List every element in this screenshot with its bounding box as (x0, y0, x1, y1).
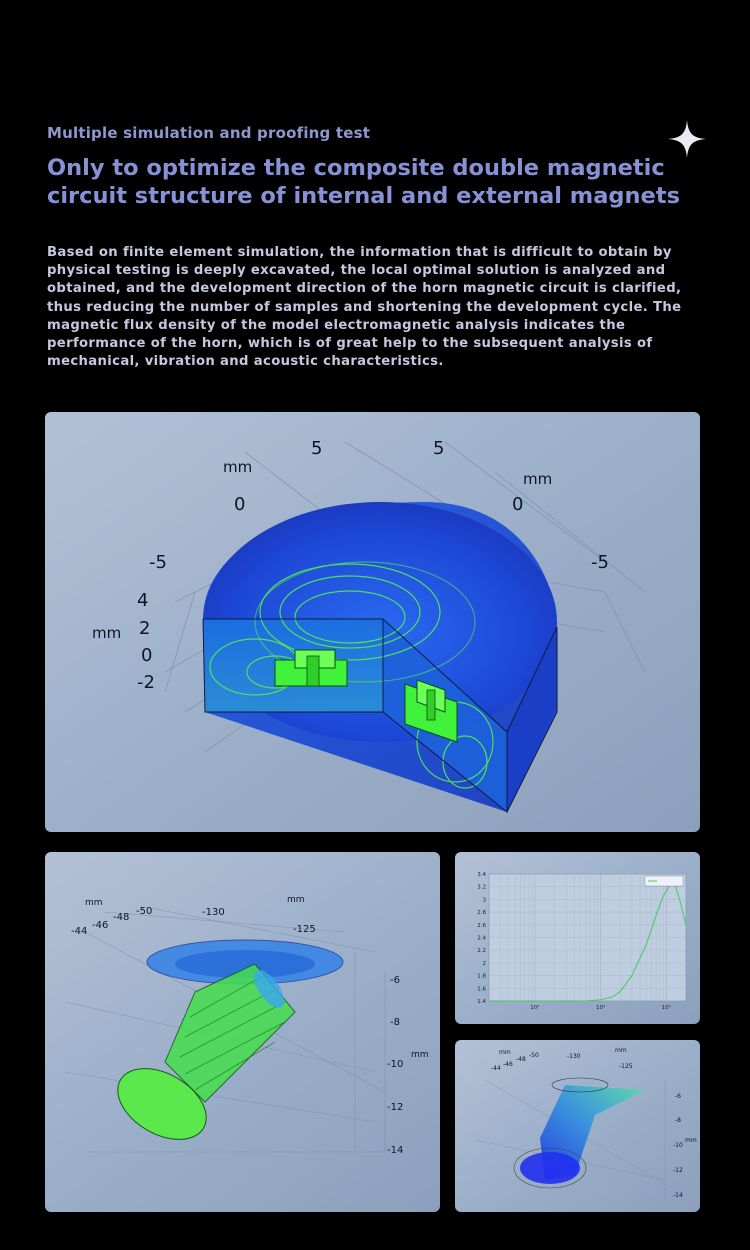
tick-label: -44 (71, 926, 88, 937)
axis-unit-left: mm (223, 458, 253, 476)
tick-label: -5 (591, 552, 609, 573)
axis-unit: mm (499, 1049, 511, 1056)
tick-label: -5 (149, 552, 167, 573)
axis-unit: mm (411, 1050, 429, 1060)
voice-coil-3d-render (45, 852, 440, 1212)
y-tick-label: 2.8 (477, 910, 486, 917)
tick-label: -10 (387, 1059, 404, 1070)
x-tick-label: 10³ (595, 1005, 606, 1011)
tick-label: -12 (673, 1167, 683, 1174)
tick-label: -6 (675, 1093, 681, 1100)
tick-label: -48 (516, 1056, 526, 1063)
y-tick-label: 1.4 (477, 999, 486, 1005)
y-tick-label: 2.4 (477, 935, 486, 942)
tick-label: -14 (673, 1192, 683, 1199)
tick-label: -10 (673, 1142, 683, 1149)
tick-label: 5 (433, 438, 445, 459)
frequency-response-chart (455, 852, 700, 1024)
tick-label: 2 (139, 618, 151, 639)
sparkle-icon (668, 120, 706, 158)
coil-field-simulation-panel (455, 1040, 700, 1212)
tick-label: 0 (141, 645, 153, 666)
y-tick-label: 3 (482, 897, 486, 904)
y-tick-label: 2.6 (477, 922, 486, 929)
y-tick-label: 2 (482, 960, 486, 967)
tick-label: -130 (567, 1053, 581, 1060)
intro-paragraph: Based on finite element simulation, the information that is difficult to obtain by physical testing is deeply excavated, the local optimal solution is analyzed and obtained, and the development direction of the horn magnetic circuit is clarified, thus reducing the number of samples and shortening the development cycle. The magnetic flux density of the model electromagnetic analysis indicates the performance of the horn, which is of great help to the subsequent analysis of mechanical, vibration and acoustic characteristics. (47, 245, 682, 370)
tick-label: -44 (491, 1065, 501, 1072)
y-tick-label: 1.6 (477, 986, 486, 993)
tick-label: -6 (390, 975, 400, 986)
magnetic-circuit-simulation-panel (45, 412, 700, 832)
tick-label: -125 (293, 924, 316, 935)
page-title: Only to optimize the composite double magnetic circuit structure of internal and external magnets (47, 155, 680, 209)
magnetic-circuit-3d-render (45, 412, 700, 832)
tick-label: -14 (387, 1145, 404, 1156)
tick-label: -8 (675, 1117, 681, 1124)
tick-label: -12 (387, 1102, 404, 1113)
tick-label: -46 (503, 1061, 513, 1068)
section-eyebrow: Multiple simulation and proofing test (47, 124, 371, 142)
voice-coil-simulation-panel (45, 852, 440, 1212)
axis-unit-right: mm (523, 470, 553, 488)
x-tick-label: 10² (530, 1005, 540, 1011)
y-tick-label: 3.4 (477, 872, 486, 878)
axis-unit-vertical: mm (92, 624, 122, 642)
tick-label: -2 (137, 672, 155, 693)
frequency-response-chart-panel (455, 852, 700, 1024)
y-tick-label: 2.2 (477, 948, 486, 955)
tick-label: -46 (92, 920, 109, 931)
tick-label: -130 (202, 907, 225, 918)
tick-label: 4 (137, 590, 149, 611)
tick-label: -50 (529, 1052, 539, 1059)
x-tick-label: 10⁴ (661, 1005, 671, 1011)
tick-label: 0 (234, 494, 246, 515)
tick-label: 5 (311, 438, 323, 459)
y-tick-label: 3.2 (477, 884, 486, 891)
tick-label: 0 (512, 494, 524, 515)
tick-label: -125 (619, 1063, 633, 1070)
coil-field-3d-render (455, 1040, 700, 1212)
axis-unit: mm (615, 1047, 627, 1054)
tick-label: -8 (390, 1017, 400, 1028)
tick-label: -50 (136, 906, 153, 917)
axis-unit: mm (685, 1137, 697, 1144)
axis-unit: mm (85, 898, 103, 908)
tick-label: -48 (113, 912, 130, 923)
y-tick-label: 1.8 (477, 973, 486, 980)
axis-unit: mm (287, 895, 305, 905)
